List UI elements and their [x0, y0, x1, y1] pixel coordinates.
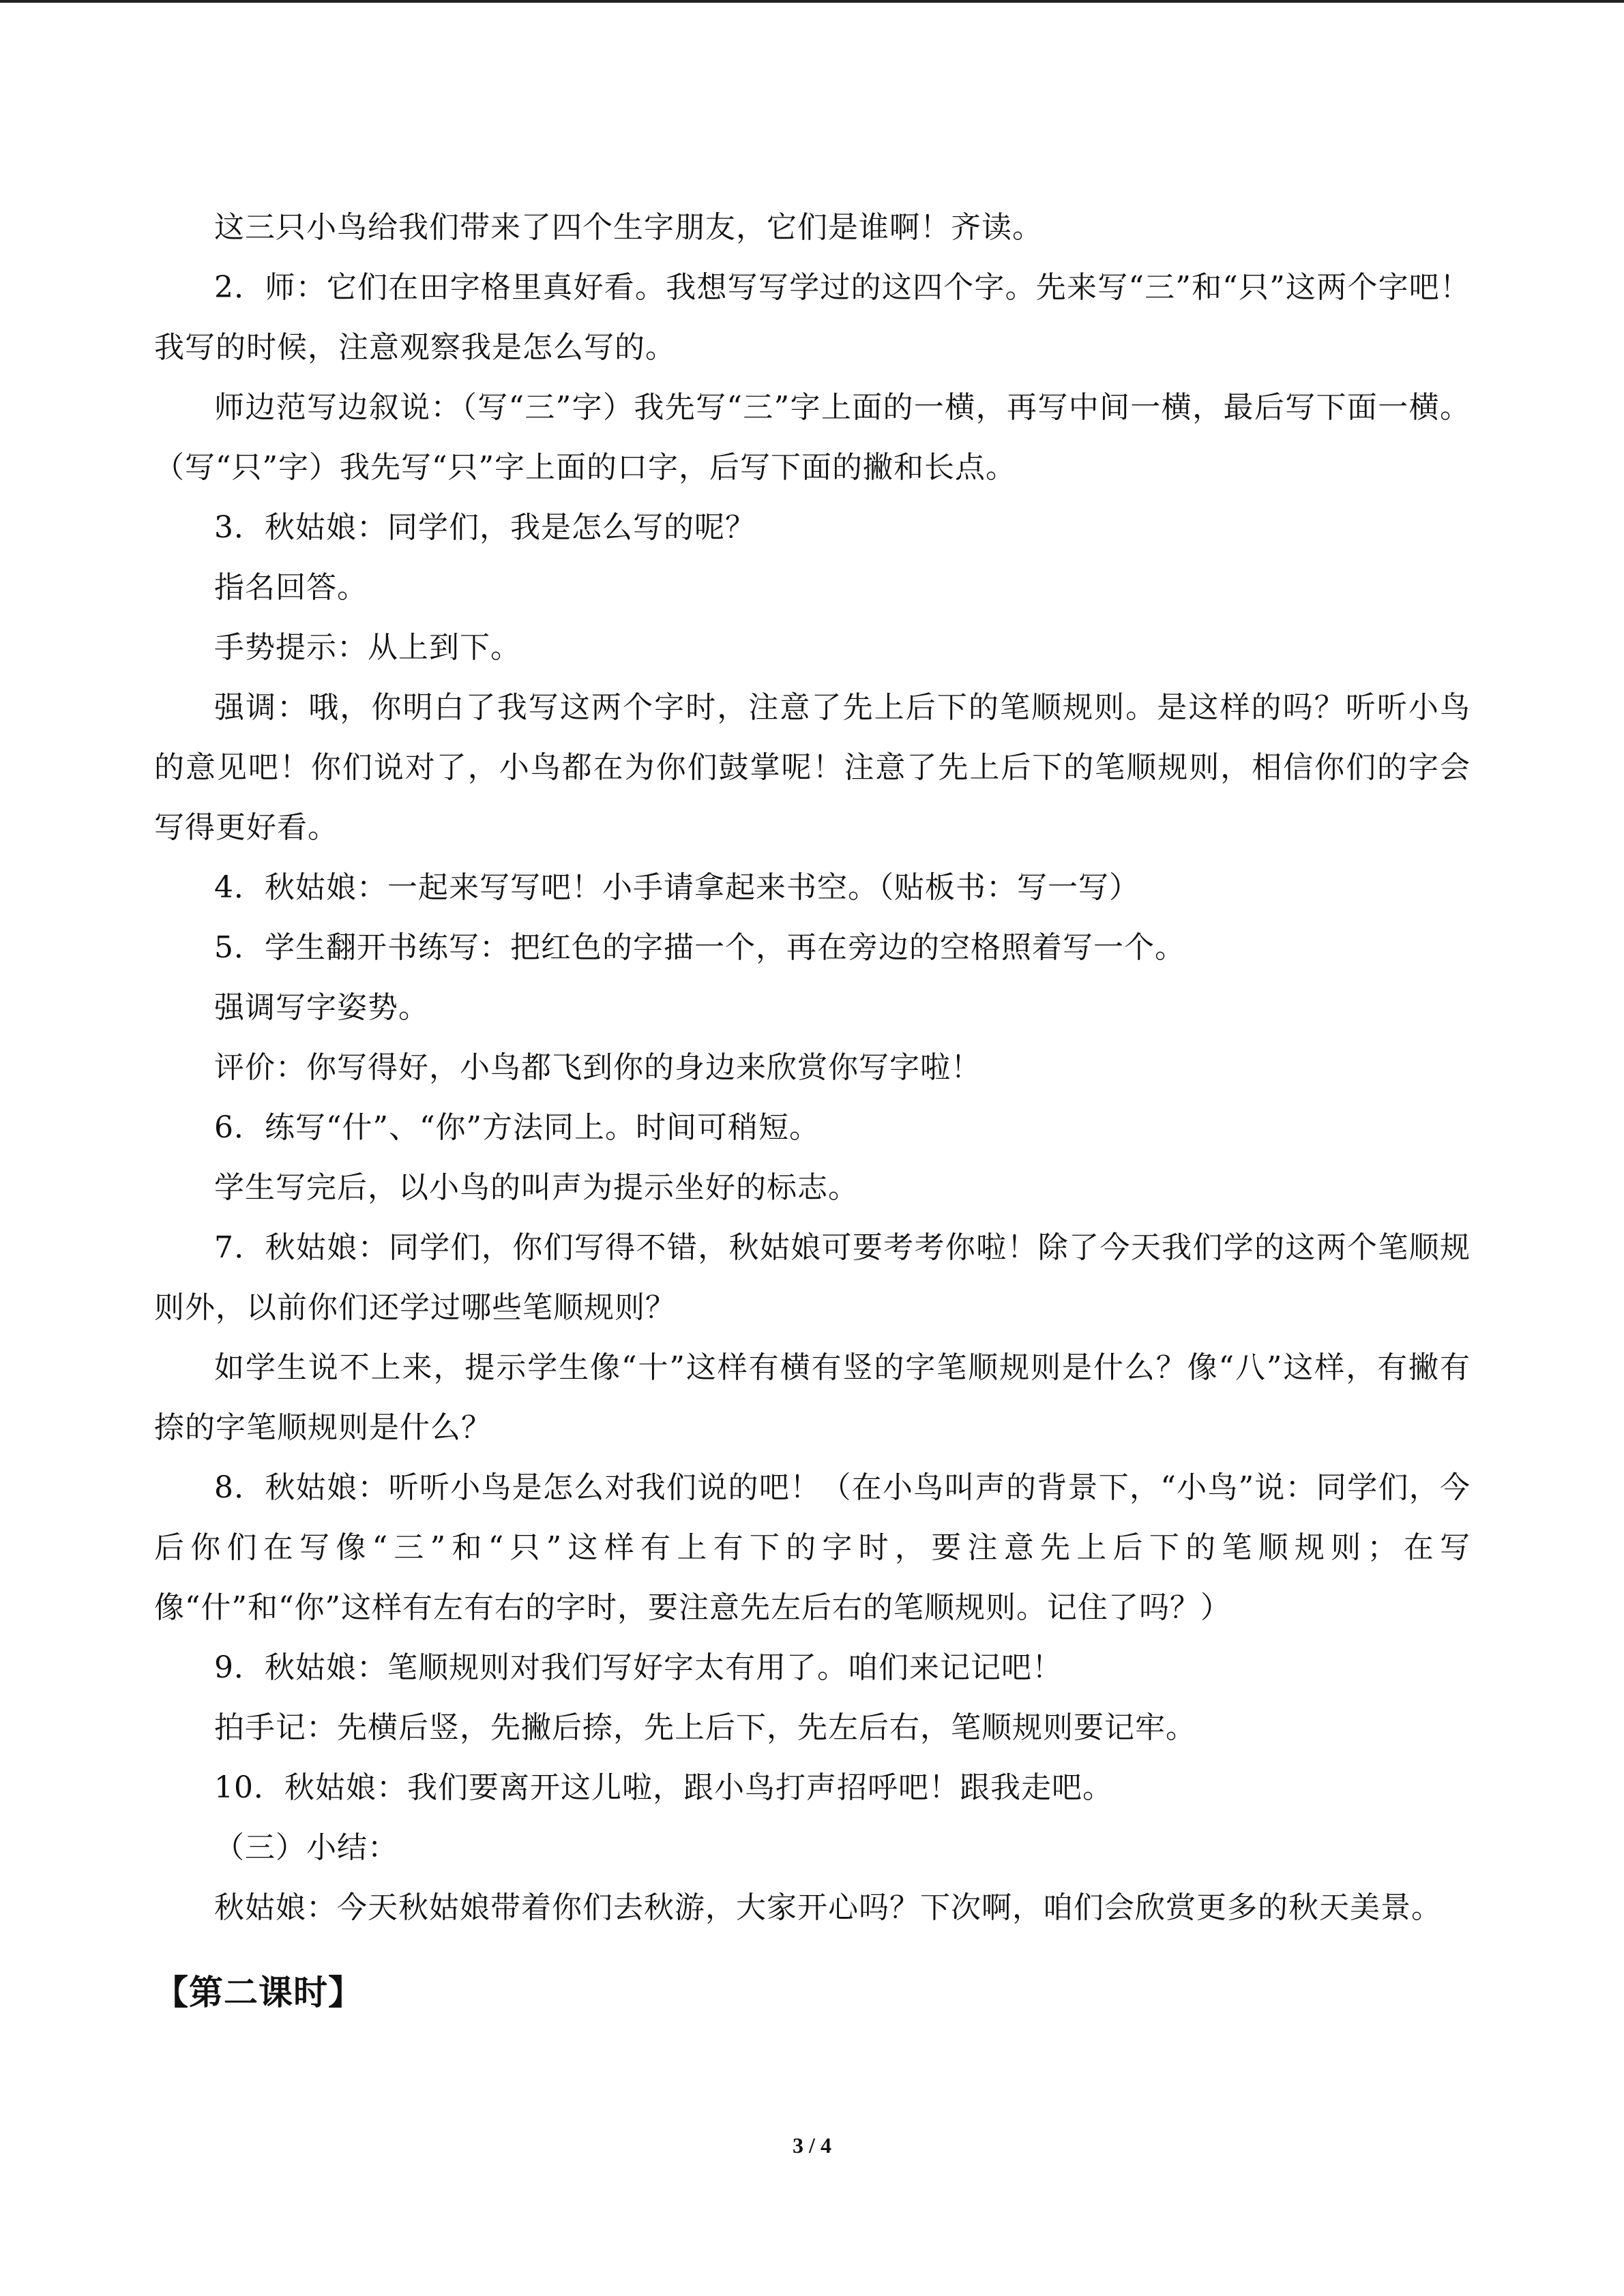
paragraph: 6．练写“什”、“你”方法同上。时间可稍短。 [214, 1110, 820, 1145]
paragraph: 师边范写边叙说：（写“三”字）我先写“三”字上面的一横，再写中间一横，最后写下面一横。（写“只”字）我先写“只”字上面的口字，后写下面的撇和长点。 [154, 390, 1471, 485]
paragraph: 强调写字姿势。 [214, 990, 429, 1025]
paragraph: （三）小结： [214, 1830, 398, 1865]
top-border-rule [0, 0, 1624, 3]
paragraph: 学生写完后，以小鸟的叫声为提示坐好的标志。 [214, 1170, 859, 1205]
paragraph: 4．秋姑娘：一起来写写吧！小手请拿起来书空。（贴板书：写一写） [214, 870, 1140, 905]
paragraph: 10．秋姑娘：我们要离开这儿啦，跟小鸟打声招呼吧！跟我走吧。 [214, 1770, 1113, 1805]
paragraph: 秋姑娘：今天秋姑娘带着你们去秋游，大家开心吗？下次啊，咱们会欣赏更多的秋天美景。 [214, 1890, 1442, 1925]
document-body [154, 198, 1471, 2027]
paragraph: 拍手记：先横后竖，先撇后捺，先上后下，先左后右，笔顺规则要记牢。 [214, 1710, 1196, 1745]
paragraph: 如学生说不上来，提示学生像“十”这样有横有竖的字笔顺规则是什么？像“八”这样，有撇有捺的字笔顺规则是什么？ [154, 1350, 1471, 1445]
section-heading: 【第二课时】 [154, 1973, 363, 2012]
paragraph: 这三只小鸟给我们带来了四个生字朋友，它们是谁啊！齐读。 [214, 210, 1043, 245]
paragraph: 手势提示：从上到下。 [214, 630, 521, 665]
paragraph: 评价：你写得好，小鸟都飞到你的身边来欣赏你写字啦！ [214, 1050, 981, 1085]
paragraph: 5．学生翻开书练写：把红色的字描一个，再在旁边的空格照着写一个。 [214, 930, 1185, 965]
paragraph: 3．秋姑娘：同学们，我是怎么写的呢？ [214, 510, 756, 545]
paragraph: 8．秋姑娘：听听小鸟是怎么对我们说的吧！（在小鸟叫声的背景下，“小鸟”说：同学们，今后你们在写像“三”和“只”这样有上有下的字时，要注意先上后下的笔顺规则；在写像“什”和“你”这样有左有右的字时，要注意先左后右的笔顺规则。记住了吗？） [154, 1470, 1471, 1625]
paragraph: 2．师：它们在田字格里真好看。我想写写学过的这四个字。先来写“三”和“只”这两个字吧！我写的时候，注意观察我是怎么写的。 [154, 270, 1471, 365]
paragraph: 指名回答。 [214, 570, 368, 605]
paragraph: 7．秋姑娘：同学们，你们写得不错，秋姑娘可要考考你啦！除了今天我们学的这两个笔顺规则外，以前你们还学过哪些笔顺规则？ [154, 1230, 1471, 1325]
page-number: 3 / 4 [793, 2133, 831, 2158]
paragraph: 9．秋姑娘：笔顺规则对我们写好字太有用了。咱们来记记吧！ [214, 1650, 1063, 1685]
paragraph: 强调：哦，你明白了我写这两个字时，注意了先上后下的笔顺规则。是这样的吗？听听小鸟的意见吧！你们说对了，小鸟都在为你们鼓掌呢！注意了先上后下的笔顺规则，相信你们的字会写得更好看。 [154, 690, 1471, 845]
